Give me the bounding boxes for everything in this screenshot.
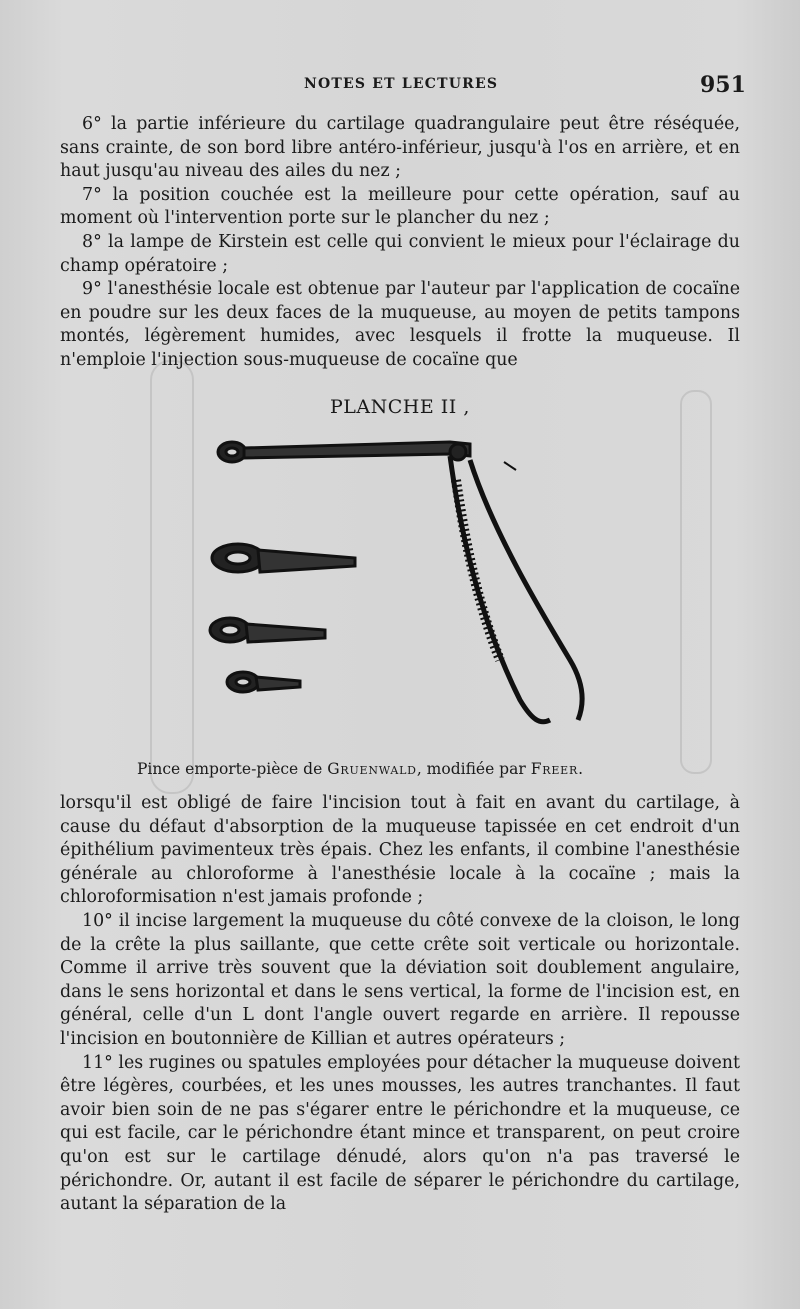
caption-mid: , modifiée par	[416, 760, 531, 778]
forceps-tip-medium	[210, 618, 325, 642]
figure-caption	[137, 760, 697, 778]
paragraph: 7° la position couchée est la meilleure pour cette opération, sauf au moment où l'intervention porte sur le plancher du nez ;	[60, 184, 740, 229]
caption-prefix: Pince emporte-pièce de	[137, 760, 328, 778]
paragraph: 9° l'anesthésie locale est obtenue par l'auteur par l'application de cocaïne en poudre sur les deux faces de la muqueuse, au moyen de petits tampons montés, légèrement humides, avec lesquels il frotte la muqueuse. Il n'emploie l'injection sous-muqueuse de cocaïne que	[60, 279, 740, 370]
forceps-tip-small	[227, 672, 300, 692]
paragraph: 10° il incise largement la muqueuse du côté convexe de la cloison, le long de la crête la plus saillante, que cette crête soit verticale ou horizontale. Comme il arrive très souvent que la déviation soit doublement angulaire, dans le sens horizontal et dans le sens vertical, la forme de l'incision est, en général, celle d'un L dont l'angle ouvert regarde en arrière. Il repousse l'incision en boutonnière de Killian et autres opérateurs ;	[60, 910, 740, 1049]
caption-suffix: .	[578, 760, 584, 778]
caption-author-gruenwald: Gruenwald	[327, 760, 417, 778]
plate-label: PLANCHE II ,	[330, 396, 470, 418]
paragraph: 8° la lampe de Kirstein est celle qui convient le mieux pour l'éclairage du champ opératoire ;	[60, 231, 740, 276]
paragraph: 6° la partie inférieure du cartilage quadrangulaire peut être réséquée, sans crainte, de son bord libre antéro-inférieur, jusqu'à l'os en arrière, et en haut jusqu'au niveau des ailes du nez ;	[60, 114, 740, 182]
paragraph: 11° les rugines ou spatules employées pour détacher la muqueuse doivent être légères, courbées, et les unes mousses, les autres tranchantes. Il faut avoir bien soin de ne pas s'égarer entre le périchondre et la muqueuse, ce qui est facile, car le périchondre étant mince et transparent, on peut croire qu'on est sur le cartilage dénudé, alors qu'on n'a pas traversé le périchondre. Or, autant il est facile de séparer le périchondre du cartilage, autant la séparation de la	[60, 1052, 740, 1215]
forceps-tip-large	[212, 544, 355, 572]
text-block-bottom	[60, 792, 740, 1217]
running-head	[0, 70, 800, 100]
page-number: 951	[700, 72, 746, 98]
paragraph: lorsqu'il est obligé de faire l'incision tout à fait en avant du cartilage, à cause du défaut d'absorption de la muqueuse tapissée en cet endroit d'un épithélium pavimenteux très épais. Chez les enfants, il combine l'anesthésie générale au chloroforme à l'anesthésie locale à la cocaïne ; mais la chloroformisation n'est jamais profonde ;	[60, 793, 740, 908]
text-block-top	[60, 113, 740, 373]
figure-forceps	[120, 390, 740, 790]
forceps-illustration	[120, 390, 740, 760]
caption-author-freer: Freer	[530, 760, 579, 778]
running-title: NOTES ET LECTURES	[304, 76, 499, 92]
